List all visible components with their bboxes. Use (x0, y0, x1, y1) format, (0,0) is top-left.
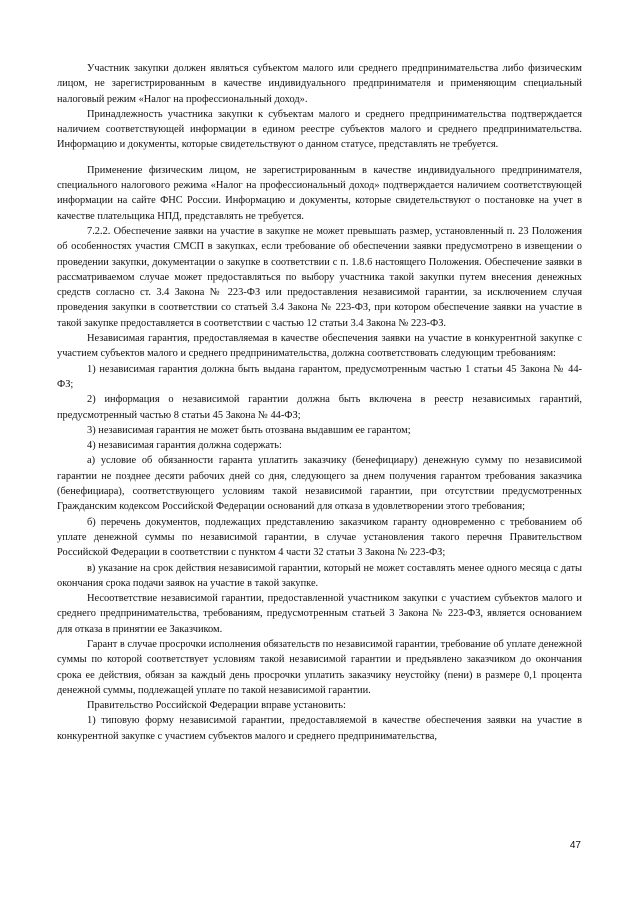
page-number: 47 (569, 840, 581, 851)
paragraph-participant-status: Участник закупки должен являться субъектом малого или среднего предпринимательства либо физическим лицом, не зарегистрированным в качестве индивидуального предпринимателя и применяющим специальный налоговый режим «Налог на профессиональный доход». (57, 63, 582, 105)
list-item-4: 4) независимая гарантия должна содержать: (87, 440, 282, 452)
document-page (57, 61, 582, 744)
paragraph-7-2-2: 7.2.2. Обеспечение заявки на участие в закупке не может превышать размер, установленный п. 23 Положения об особенностях участия СМСП в закупках, если требование об обеспечении заявки предусмотрено в извещении о проведении закупки, документации о закупке в соответствии с п. 1.8.6 настоящего Положения. Обеспечение заявки в рассматриваемом случае может предоставляться по выбору участника такой закупки путем внесения денежных средств согласно ст. 3.4 Закона № 223-ФЗ или предоставления независимой гарантии, за исключением случая проведения закупки в соответствии со статьей 3.4 Закона № 223-ФЗ, при котором обеспечение заявки на участие в такой закупке предоставляется в соответствии с частью 12 статьи 3.4 Закона № 223-ФЗ. (57, 225, 582, 329)
paragraph-smsp-registry: Принадлежность участника закупки к субъектам малого и среднего предпринимательства подтверждается наличием соответствующей информации в едином реестре субъектов малого и среднего предпринимательства. Информацию и документы, которые свидетельствуют о данном статусе, представлять не требуется. (57, 108, 582, 151)
list-item-3: 3) независимая гарантия не может быть отозвана выдавшим ее гарантом; (87, 424, 411, 436)
paragraph-government-rights: Правительство Российской Федерации вправе установить: (87, 700, 346, 712)
paragraph-nonconformity: Несоответствие независимой гарантии, предоставленной участником закупки с участием субъектов малого и среднего предпринимательства, требованиям, предусмотренным статьей 3 Закона № 223-ФЗ, является основанием для отказа в принятии ее Заказчиком. (57, 593, 582, 635)
list-subitem-b: б) перечень документов, подлежащих представлению заказчиком гаранту одновременно с требованием об уплате денежной суммы по независимой гарантии, в случае установления такого перечня Правительством Российской Федерации в соответствии с пунктом 4 части 32 статьи 3 Закона № 223-ФЗ; (57, 516, 582, 559)
list-subitem-v: в) указание на срок действия независимой гарантии, который не может составлять менее одного месяца с даты окончания срока подачи заявок на участие в такой закупке. (57, 562, 582, 589)
paragraph-npd-confirmation: Применение физическим лицом, не зарегистрированным в качестве индивидуального предпринимателя, специального налогового режима «Налог на профессиональный доход» подтверждается наличием соответствующей информации на сайте ФНС России. Информацию и документы, которые свидетельствуют о постановке на учет в качестве плательщика НПД, представлять не требуется. (57, 164, 582, 222)
list-item-2: 2) информация о независимой гарантии должна быть включена в реестр независимых гарантий, предусмотренный частью 8 статьи 45 Закона № 44-ФЗ; (57, 394, 582, 421)
list-item-1: 1) независимая гарантия должна быть выдана гарантом, предусмотренным частью 1 статьи 45 Закона № 44-ФЗ; (57, 363, 582, 390)
paragraph-guarantor-penalty: Гарант в случае просрочки исполнения обязательств по независимой гарантии, требование об уплате денежной суммы по которой соответствует условиям такой независимой гарантии и предъявлено заказчиком до окончания срока ее действия, обязан за каждый день просрочки уплатить заказчику неустойку (пени) в размере 0,1 процента денежной суммы, подлежащей уплате по такой независимой гарантии. (57, 638, 582, 696)
list-item-typical-form: 1) типовую форму независимой гарантии, предоставляемой в качестве обеспечения заявки на участие в конкурентной закупке с участием субъектов малого и среднего предпринимательства, (57, 715, 582, 742)
paragraph-gap (57, 153, 582, 163)
paragraph-guarantee-requirements: Независимая гарантия, предоставляемая в качестве обеспечения заявки на участие в конкурентной закупке с участием субъектов малого и среднего предпринимательства, должна соответствовать следующим требованиям: (57, 333, 582, 360)
list-subitem-a: а) условие об обязанности гаранта уплатить заказчику (бенефициару) денежную сумму по независимой гарантии не позднее десяти рабочих дней со дня, следующего за днем получения гарантом требования заказчика (бенефициара), соответствующего условиям такой независимой гарантии, при отсутствии предусмотренных Гражданским кодексом Российской Федерации оснований для отказа в удовлетворении этого требования; (57, 455, 582, 513)
